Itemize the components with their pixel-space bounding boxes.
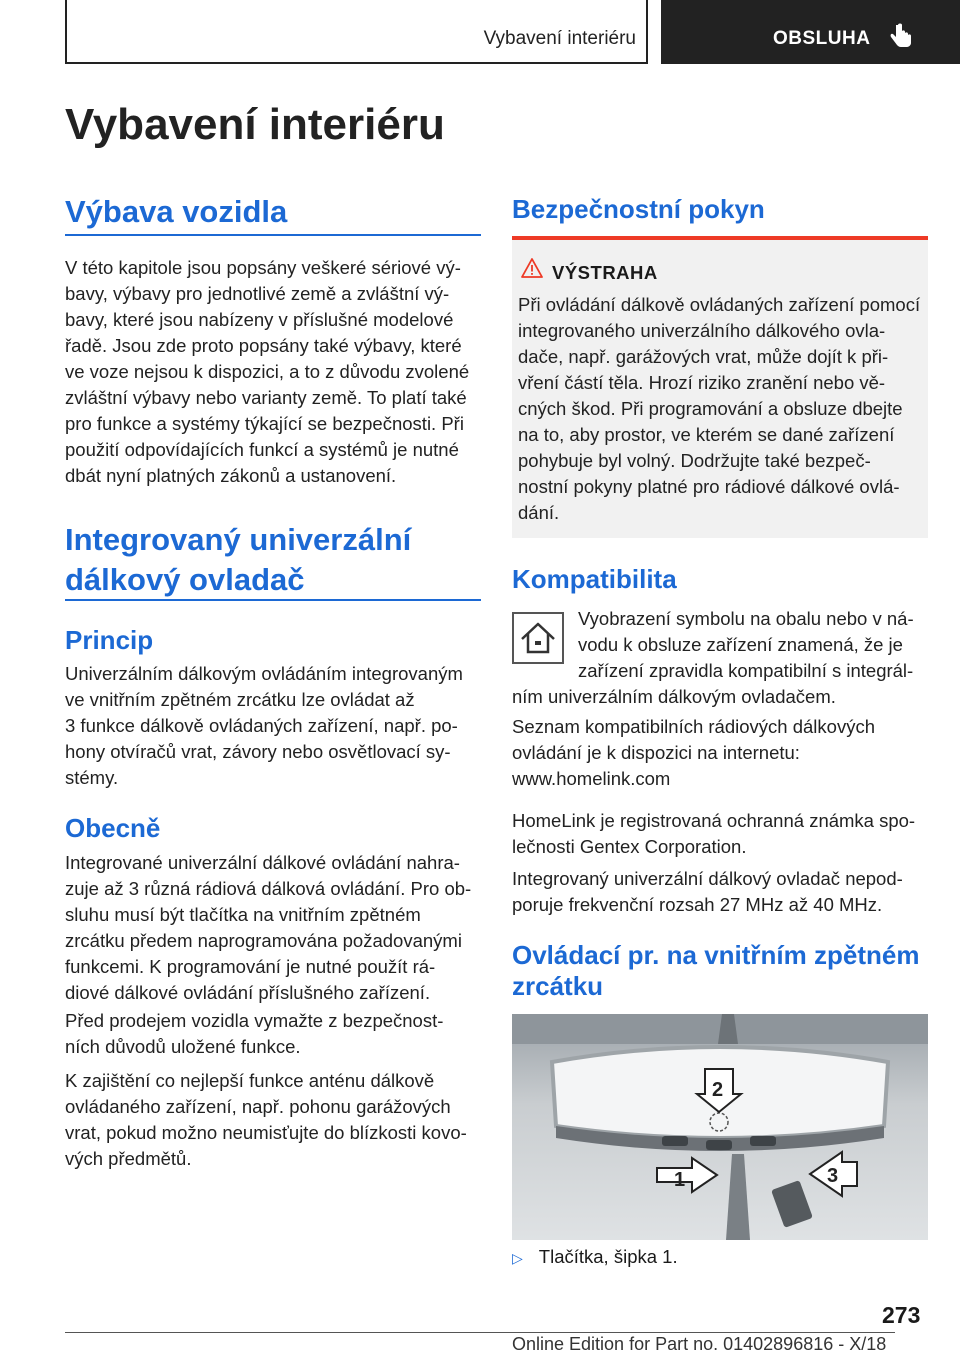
text-line: K zajištění co nejlepší funkce anténu dálkově xyxy=(65,1070,435,1091)
text-line: pohybuje byl volný. Dodržujte také bezpeč‐ xyxy=(518,450,871,471)
warning-label: VÝSTRAHA xyxy=(552,262,658,283)
text-line: Integrované univerzální dálkové ovládání nahra‐ xyxy=(65,852,460,873)
section-heading-integrovany xyxy=(65,520,411,600)
princip-paragraph xyxy=(65,661,463,791)
text-line: použití odpovídajících funkcí a systémů je nutné xyxy=(65,439,459,460)
kompatibilita-paragraph-2 xyxy=(512,714,875,792)
obecne-paragraph-2 xyxy=(65,1008,443,1060)
text-line: pro funkce a systémy týkající se bezpečnosti. Při xyxy=(65,413,464,434)
section-rule xyxy=(65,234,481,236)
homelink-url[interactable]: www.homelink.com xyxy=(512,768,671,789)
warning-triangle-icon xyxy=(521,258,543,278)
text-line: zuje až 3 různá rádiová dálková ovládání. Pro ob‐ xyxy=(65,878,472,899)
text-line: lečnosti Gentex Corporation. xyxy=(512,836,747,857)
text-line: ve vnitřním zpětném zrcátku lze ovládat až xyxy=(65,689,415,710)
text-line: Vyobrazení symbolu na obalu nebo v ná‐ xyxy=(578,608,914,629)
heading-line: Ovládací pr. na vnitřním zpětném xyxy=(512,940,920,970)
text-line: hony otvíračů vrat, závory nebo osvětlovací sy‐ xyxy=(65,741,451,762)
text-line: Před prodejem vozidla vymažte z bezpečnost‐ xyxy=(65,1010,444,1031)
text-line: řadě. Jsou zde proto popsány také výbavy, které xyxy=(65,335,462,356)
callout-label: 3 xyxy=(827,1165,839,1187)
text-line: vrat, pokud možno neumisťujte do blízkosti kovo‐ xyxy=(65,1122,467,1143)
text-line: vých předmětů. xyxy=(65,1148,192,1169)
footer-rule xyxy=(65,1332,895,1333)
homelink-symbol-box xyxy=(512,612,564,664)
mirror-illustration xyxy=(512,1014,928,1240)
kompatibilita-indented-text xyxy=(578,606,914,684)
subheading-ovladaci xyxy=(512,940,919,1002)
text-line: na to, aby prostor, ve kterém se dané zařízení xyxy=(518,424,895,445)
kompatibilita-text-line: ním univerzálním dálkovým ovladačem. xyxy=(512,686,836,707)
subheading-princip: Princip xyxy=(65,625,154,655)
text-line: ních důvodů uložené funkce. xyxy=(65,1036,301,1057)
text-line: ve voze nejsou k dispozici, a to z důvodu zvolené xyxy=(65,361,470,382)
section-heading-vybava: Výbava vozidla xyxy=(65,194,288,229)
text-line: vodu k obsluze zařízení znamená, že je xyxy=(578,634,903,655)
kompatibilita-paragraph-3 xyxy=(512,808,915,860)
section-rule xyxy=(65,599,481,601)
text-line: cných škod. Při programování a obsluze dbejte xyxy=(518,398,903,419)
text-line: zrcátku předem naprogramována požadovanými xyxy=(65,930,462,951)
header-chapter-tab[interactable] xyxy=(661,0,960,64)
text-line: bavy, které jsou nabízeny v příslušné modelové xyxy=(65,309,454,330)
text-line: sluhu musí být tlačítka na vnitřním zpětném xyxy=(65,904,421,925)
text-line: poruje frekvenční rozsah 27 MHz až 40 MHz. xyxy=(512,894,883,915)
text-line: diové dálkové ovládání příslušného zařízení. xyxy=(65,982,431,1003)
text-line: Univerzálním dálkovým ovládáním integrovaným xyxy=(65,663,463,684)
kompatibilita-paragraph-4 xyxy=(512,866,903,918)
text-line: stémy. xyxy=(65,767,119,788)
header-section-box xyxy=(65,0,648,64)
text-line: Při ovládání dálkově ovládaných zařízení pomocí xyxy=(518,294,921,315)
vybava-paragraph xyxy=(65,255,469,489)
text-line: Integrovaný univerzální dálkový ovladač nepod‐ xyxy=(512,868,903,889)
text-line: 3 funkce dálkově ovládaných zařízení, např. po‐ xyxy=(65,715,458,736)
section-heading-bezpecnost: Bezpečnostní pokyn xyxy=(512,194,765,224)
figure-caption xyxy=(512,1246,678,1268)
footer-edition: Online Edition for Part no. 01402896816 - X/18 xyxy=(512,1334,887,1354)
text-line: integrovaného univerzálního dálkového ovla‐ xyxy=(518,320,886,341)
text-line: dbát nyní platných zákonů a ustanovení. xyxy=(65,465,397,486)
heading-line: zrcátku xyxy=(512,971,604,1001)
text-line: bavy, výbavy pro jednotlivé země a zvláštní vý‐ xyxy=(65,283,450,304)
page-number: 273 xyxy=(882,1302,921,1328)
subheading-kompatibilita: Kompatibilita xyxy=(512,564,677,594)
warning-text xyxy=(518,292,920,526)
text-line: dače, např. garážových vrat, může dojít k při‐ xyxy=(518,346,889,367)
page-title: Vybavení interiéru xyxy=(65,100,445,149)
text-line: vření částí těla. Hrozí riziko zranění nebo vě‐ xyxy=(518,372,886,393)
callout-label: 1 xyxy=(674,1169,686,1191)
header-chapter-label: OBSLUHA xyxy=(773,28,871,49)
text-line: zvláštní výbavy nebo varianty země. To platí také xyxy=(65,387,467,408)
text-line: V této kapitole jsou popsány veškeré sériové vý‐ xyxy=(65,257,461,278)
text-line: zařízení zpravidla kompatibilní s integrál‐ xyxy=(578,660,914,681)
triangle-bullet-icon: ▷ xyxy=(512,1250,523,1266)
text-line: Seznam kompatibilních rádiových dálkových xyxy=(512,716,875,737)
header-section-title: Vybavení interiéru xyxy=(483,28,636,49)
obecne-paragraph-1 xyxy=(65,850,471,1006)
callout-label: 2 xyxy=(712,1079,724,1101)
heading-line: dálkový ovladač xyxy=(65,562,305,597)
mirror-illustration-svg xyxy=(512,1014,928,1240)
text-line: dání. xyxy=(518,502,560,523)
subheading-obecne: Obecně xyxy=(65,813,161,843)
text-line: funkcemi. K programování je nutné použít rá‐ xyxy=(65,956,436,977)
text-line: ovládaného zařízení, např. pohonu garážových xyxy=(65,1096,451,1117)
obecne-paragraph-3 xyxy=(65,1068,467,1172)
heading-line: Integrovaný univerzální xyxy=(65,522,412,557)
homelink-house-icon xyxy=(514,614,562,662)
text-line: ovládání je k dispozici na internetu: xyxy=(512,742,800,763)
caption-text: Tlačítka, šipka 1. xyxy=(538,1246,678,1267)
hand-pointer-icon xyxy=(888,23,912,51)
text-line: nostní pokyny platné pro rádiové dálkové ovlá‐ xyxy=(518,476,900,497)
text-line: HomeLink je registrovaná ochranná známka spo‐ xyxy=(512,810,916,831)
